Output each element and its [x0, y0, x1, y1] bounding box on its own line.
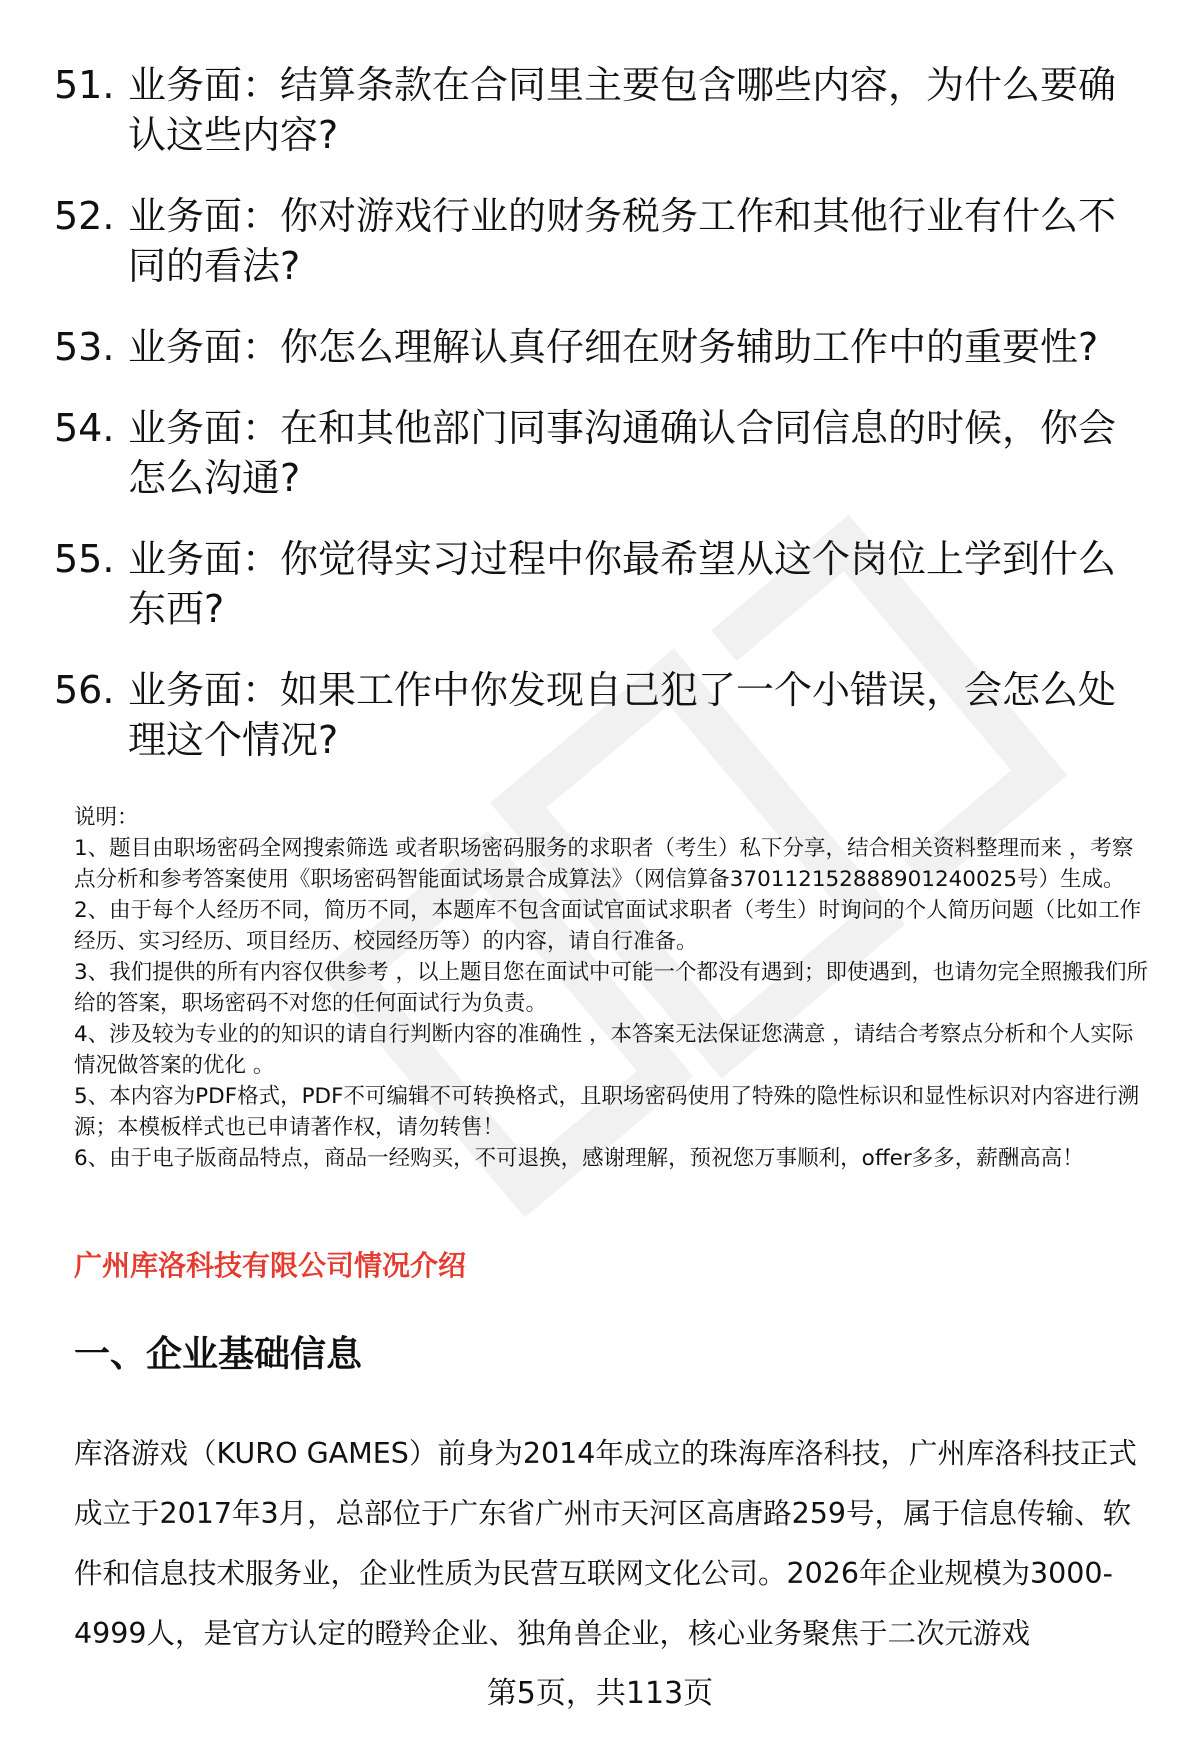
question-item	[54, 665, 1154, 765]
question-item	[54, 534, 1154, 634]
question-number: 53.	[54, 325, 115, 369]
note-item: 6、由于电子版商品特点，商品一经购买，不可退换，感谢理解，预祝您万事顺利，offer多多，薪酬高高！	[74, 1146, 1084, 1171]
question-number: 55.	[54, 537, 115, 581]
company-title: 广州库洛科技有限公司情况介绍	[74, 1249, 467, 1282]
question-number: 52.	[54, 194, 115, 238]
question-item	[54, 322, 1154, 372]
note-item: 1、题目由职场密码全网搜索筛选 或者职场密码服务的求职者（考生）私下分享，结合相关资料整理而来 ，考察点分析和参考答案使用《职场密码智能面试场景合成算法》（网信算备370112152888901240025号）生成。	[74, 836, 1134, 892]
notes-heading: 说明：	[74, 805, 139, 830]
question-list	[54, 60, 1154, 796]
question-item	[54, 403, 1154, 503]
question-text: 业务面：在和其他部门同事沟通确认合同信息的时候，你会怎么沟通?	[128, 406, 1117, 500]
page-footer: 第5页，共113页	[486, 1676, 714, 1711]
question-number: 51.	[54, 63, 115, 107]
question-number: 56.	[54, 668, 115, 712]
notes-section	[74, 802, 1154, 1174]
section-title: 一、企业基础信息	[74, 1334, 363, 1375]
note-item: 2、由于每个人经历不同，简历不同，本题库不包含面试官面试求职者（考生）时询问的个人简历问题（比如工作经历、实习经历、项目经历、校园经历等）的内容，请自行准备。	[74, 898, 1142, 954]
intro-text: 库洛游戏（KURO GAMES）前身为2014年成立的珠海库洛科技，广州库洛科技正式成立于2017年3月，总部位于广东省广州市天河区高唐路259号，属于信息传输、软件和信息技术服务业，企业性质为民营互联网文化公司。2026年企业规模为3000-4999人，是官方认定的瞪羚企业、独角兽企业，核心业务聚焦于二次元游戏	[74, 1437, 1137, 1650]
note-item: 3、我们提供的所有内容仅供参考 ，以上题目您在面试中可能一个都没有遇到；即使遇到，也请勿完全照搬我们所给的答案，职场密码不对您的任何面试行为负责。	[74, 960, 1149, 1016]
note-item: 5、本内容为PDF格式，PDF不可编辑不可转换格式，且职场密码使用了特殊的隐性标识和显性标识对内容进行溯源；本模板样式也已申请著作权，请勿转售！	[74, 1084, 1139, 1140]
question-item	[54, 191, 1154, 291]
question-number: 54.	[54, 406, 115, 450]
question-text: 业务面：如果工作中你发现自己犯了一个小错误，会怎么处理这个情况?	[128, 668, 1117, 762]
question-text: 业务面：你怎么理解认真仔细在财务辅助工作中的重要性?	[128, 325, 1099, 369]
intro-paragraph	[74, 1424, 1154, 1664]
question-text: 业务面：结算条款在合同里主要包含哪些内容，为什么要确认这些内容?	[128, 63, 1117, 157]
note-item: 4、涉及较为专业的的知识的请自行判断内容的准确性 ，本答案无法保证您满意 ，请结合考察点分析和个人实际情况做答案的优化 。	[74, 1022, 1134, 1078]
question-item	[54, 60, 1154, 160]
question-text: 业务面：你觉得实习过程中你最希望从这个岗位上学到什么东西?	[128, 537, 1117, 631]
question-text: 业务面：你对游戏行业的财务税务工作和其他行业有什么不同的看法?	[128, 194, 1117, 288]
